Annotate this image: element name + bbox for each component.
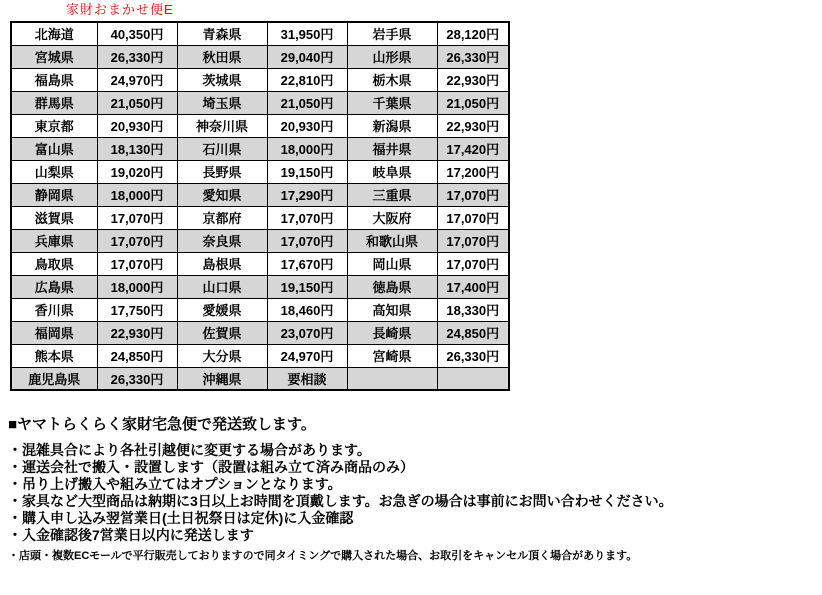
table-row (11, 229, 509, 252)
shipping-notes (8, 416, 816, 563)
table-row (11, 183, 509, 206)
price-cell: 17,070円 (437, 252, 509, 275)
price-cell: 24,850円 (97, 344, 177, 367)
note-line: ・購入申し込み翌営業日(土日祝祭日は定休)に入金確認 (8, 510, 354, 526)
notes-list (8, 442, 816, 544)
prefecture-cell: 三重県 (347, 183, 437, 206)
prefecture-cell (347, 367, 437, 390)
prefecture-cell: 鳥取県 (11, 252, 97, 275)
service-title: 家財おまかせ便E (66, 2, 174, 17)
prefecture-cell: 福島県 (11, 68, 97, 91)
table-row (11, 137, 509, 160)
prefecture-cell: 岐阜県 (347, 160, 437, 183)
price-cell: 17,070円 (97, 229, 177, 252)
note-line: ・家具など大型商品は納期に3日以上お時間を頂戴します。お急ぎの場合は事前にお問い合わせください。 (8, 493, 673, 509)
price-cell: 17,070円 (437, 183, 509, 206)
price-cell: 18,000円 (97, 275, 177, 298)
prefecture-cell: 広島県 (11, 275, 97, 298)
price-cell: 21,050円 (267, 91, 347, 114)
prefecture-cell: 島根県 (177, 252, 267, 275)
prefecture-cell: 静岡県 (11, 183, 97, 206)
price-cell: 17,070円 (437, 229, 509, 252)
price-cell: 22,930円 (437, 114, 509, 137)
prefecture-cell: 北海道 (11, 22, 97, 45)
prefecture-cell: 宮崎県 (347, 344, 437, 367)
prefecture-cell: 山梨県 (11, 160, 97, 183)
prefecture-cell: 沖縄県 (177, 367, 267, 390)
table-row (11, 206, 509, 229)
price-cell: 24,970円 (267, 344, 347, 367)
price-cell: 19,150円 (267, 160, 347, 183)
prefecture-cell: 高知県 (347, 298, 437, 321)
table-row (11, 22, 509, 45)
price-cell: 22,930円 (97, 321, 177, 344)
price-cell: 22,930円 (437, 68, 509, 91)
prefecture-cell: 愛媛県 (177, 298, 267, 321)
price-cell: 18,000円 (267, 137, 347, 160)
price-cell: 26,330円 (97, 367, 177, 390)
price-cell: 40,350円 (97, 22, 177, 45)
shipping-fee-table (10, 21, 510, 391)
price-cell: 17,670円 (267, 252, 347, 275)
price-cell: 22,810円 (267, 68, 347, 91)
table-row (11, 275, 509, 298)
price-cell: 28,120円 (437, 22, 509, 45)
prefecture-cell: 熊本県 (11, 344, 97, 367)
prefecture-cell: 奈良県 (177, 229, 267, 252)
price-cell: 24,970円 (97, 68, 177, 91)
price-cell: 31,950円 (267, 22, 347, 45)
prefecture-cell: 宮城県 (11, 45, 97, 68)
table-row (11, 298, 509, 321)
note-line: ・混雑具合により各社引越便に変更する場合があります。 (8, 442, 371, 458)
price-cell: 21,050円 (97, 91, 177, 114)
prefecture-cell: 千葉県 (347, 91, 437, 114)
price-cell: 18,460円 (267, 298, 347, 321)
prefecture-cell: 神奈川県 (177, 114, 267, 137)
prefecture-cell: 徳島県 (347, 275, 437, 298)
table-row (11, 321, 509, 344)
prefecture-cell: 群馬県 (11, 91, 97, 114)
price-cell: 17,290円 (267, 183, 347, 206)
prefecture-cell: 滋賀県 (11, 206, 97, 229)
prefecture-cell: 山口県 (177, 275, 267, 298)
price-cell: 18,130円 (97, 137, 177, 160)
table-row (11, 344, 509, 367)
price-cell: 19,150円 (267, 275, 347, 298)
prefecture-cell: 京都府 (177, 206, 267, 229)
price-cell: 18,000円 (97, 183, 177, 206)
price-cell: 要相談 (267, 367, 347, 390)
price-cell: 17,070円 (267, 229, 347, 252)
prefecture-cell: 秋田県 (177, 45, 267, 68)
prefecture-cell: 東京都 (11, 114, 97, 137)
table-row (11, 160, 509, 183)
prefecture-cell: 和歌山県 (347, 229, 437, 252)
prefecture-cell: 愛知県 (177, 183, 267, 206)
prefecture-cell: 山形県 (347, 45, 437, 68)
table-row (11, 114, 509, 137)
price-cell: 17,070円 (97, 252, 177, 275)
price-cell (437, 367, 509, 390)
price-cell: 29,040円 (267, 45, 347, 68)
price-cell: 26,330円 (97, 45, 177, 68)
prefecture-cell: 福岡県 (11, 321, 97, 344)
prefecture-cell: 青森県 (177, 22, 267, 45)
prefecture-cell: 栃木県 (347, 68, 437, 91)
prefecture-cell: 長崎県 (347, 321, 437, 344)
price-cell: 21,050円 (437, 91, 509, 114)
table-row (11, 367, 509, 390)
notes-heading: ■ヤマトらくらく家財宅急便で発送致します。 (8, 416, 316, 433)
prefecture-cell: 長野県 (177, 160, 267, 183)
price-cell: 19,020円 (97, 160, 177, 183)
note-line: ・入金確認後7営業日以内に発送します (8, 527, 254, 543)
price-cell: 17,070円 (267, 206, 347, 229)
table-row (11, 45, 509, 68)
note-line: ・吊り上げ搬入や組み立てはオプションとなります。 (8, 476, 342, 492)
price-cell: 23,070円 (267, 321, 347, 344)
prefecture-cell: 佐賀県 (177, 321, 267, 344)
price-cell: 17,200円 (437, 160, 509, 183)
notes-footnote: ・店頭・複数ECモールで平行販売しておりますので同タイミングで購入された場合、お取引をキャンセル頂く場合があります。 (8, 550, 638, 562)
prefecture-cell: 埼玉県 (177, 91, 267, 114)
price-cell: 26,330円 (437, 344, 509, 367)
price-cell: 24,850円 (437, 321, 509, 344)
prefecture-cell: 富山県 (11, 137, 97, 160)
prefecture-cell: 大阪府 (347, 206, 437, 229)
prefecture-cell: 香川県 (11, 298, 97, 321)
price-cell: 17,070円 (97, 206, 177, 229)
price-cell: 26,330円 (437, 45, 509, 68)
price-cell: 17,400円 (437, 275, 509, 298)
prefecture-cell: 茨城県 (177, 68, 267, 91)
price-cell: 17,420円 (437, 137, 509, 160)
prefecture-cell: 鹿児島県 (11, 367, 97, 390)
prefecture-cell: 岩手県 (347, 22, 437, 45)
table-row (11, 252, 509, 275)
shipping-table-body (11, 22, 509, 390)
prefecture-cell: 大分県 (177, 344, 267, 367)
price-cell: 20,930円 (97, 114, 177, 137)
table-row (11, 91, 509, 114)
prefecture-cell: 新潟県 (347, 114, 437, 137)
prefecture-cell: 岡山県 (347, 252, 437, 275)
price-cell: 17,070円 (437, 206, 509, 229)
prefecture-cell: 兵庫県 (11, 229, 97, 252)
prefecture-cell: 石川県 (177, 137, 267, 160)
price-cell: 20,930円 (267, 114, 347, 137)
note-line: ・運送会社で搬入・設置します（設置は組み立て済み商品のみ） (8, 459, 414, 475)
prefecture-cell: 福井県 (347, 137, 437, 160)
price-cell: 17,750円 (97, 298, 177, 321)
price-cell: 18,330円 (437, 298, 509, 321)
table-row (11, 68, 509, 91)
